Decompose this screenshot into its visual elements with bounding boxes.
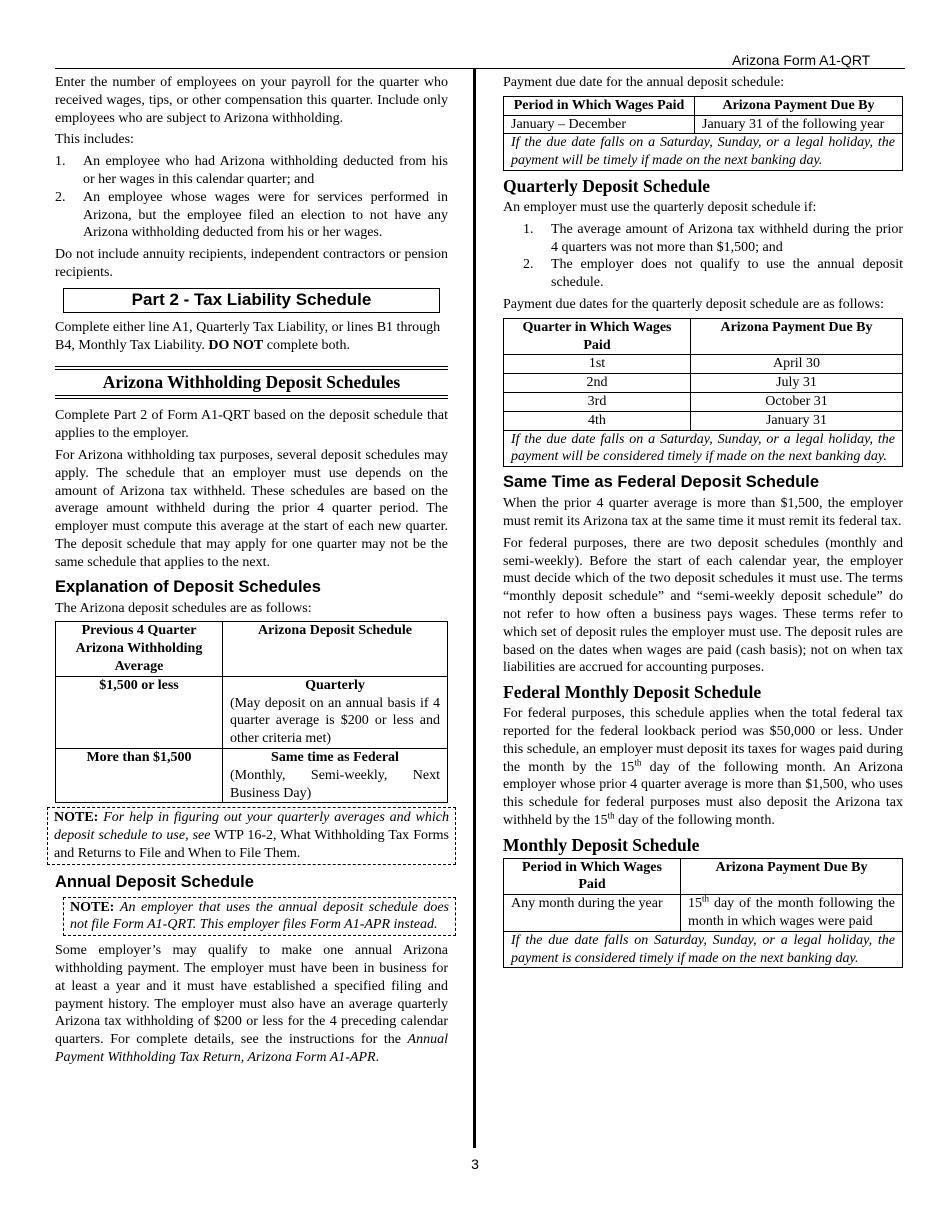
table-header: Period in Which Wages Paid bbox=[504, 96, 695, 115]
list-item bbox=[503, 256, 903, 292]
table-cell: More than $1,500 bbox=[56, 748, 223, 802]
table-cell bbox=[223, 676, 448, 748]
list-text: The average amount of Arizona tax withheld during the prior 4 quarters was not more than $1,500; and bbox=[551, 221, 903, 255]
table-cell: 3rd bbox=[504, 392, 691, 411]
table-cell: January 31 of the following year bbox=[695, 115, 903, 134]
part2-end: complete both. bbox=[266, 337, 350, 353]
fed-monthly-text-b: day of the following month. An Arizona employer whose prior 4 quarter average is more than $1,500, who uses this schedule for federal purposes must also deposit the Arizona tax withheld by the 15 bbox=[503, 759, 904, 828]
table-cell: 2nd bbox=[504, 374, 691, 393]
table-header: Arizona Payment Due By bbox=[695, 96, 903, 115]
explanation-intro: The Arizona deposit schedules are as follows: bbox=[55, 600, 312, 616]
schedule-detail: (May deposit on an annual basis if 4 quarter average is $200 or less and other criteria met) bbox=[230, 695, 440, 747]
table-header: Arizona Deposit Schedule bbox=[223, 622, 448, 676]
list-item bbox=[55, 153, 448, 189]
explanation-heading: Explanation of Deposit Schedules bbox=[55, 577, 321, 596]
annual-paragraph bbox=[55, 942, 448, 1067]
table-row bbox=[504, 411, 903, 430]
table-header: Arizona Payment Due By bbox=[681, 858, 903, 895]
purposes-paragraph: For Arizona withholding tax purposes, several deposit schedules may apply. The schedule that an employer must use depends on the amount of Arizona tax withheld. These schedules are based on the average amount withheld during the prior 4 quarter period. The employer must compute this average at the start of each new quarter. The deposit schedule that may apply for one quarter may not be the same schedule that applies to the next. bbox=[55, 447, 448, 570]
list-text: An employee whose wages were for services performed in Arizona, but the employee filed an election to not have any Arizona withholding deducted from his or her wages. bbox=[83, 189, 448, 241]
list-number: 1. bbox=[523, 221, 534, 237]
table-header: Previous 4 Quarter Arizona Withholding Average bbox=[56, 622, 223, 676]
table-header-row bbox=[504, 318, 903, 355]
quarterly-due-table bbox=[503, 318, 903, 467]
annual-form-reference: Annual Payment Withholding Tax Return, Arizona Form A1-APR bbox=[55, 1032, 448, 1066]
deposit-schedule-table bbox=[55, 621, 448, 803]
table-row bbox=[56, 676, 448, 748]
monthly-due-table bbox=[503, 858, 903, 969]
federal-monthly-heading: Federal Monthly Deposit Schedule bbox=[503, 682, 762, 703]
includes-label: This includes: bbox=[55, 132, 134, 148]
note-italic-text: An employer that uses the annual deposit schedule does not file Form A1-QRT. This employer files Form A1-APR instead. bbox=[70, 899, 449, 933]
column-divider bbox=[473, 68, 476, 1148]
federal-monthly-paragraph bbox=[503, 705, 903, 830]
annual-heading: Annual Deposit Schedule bbox=[55, 872, 254, 891]
list-item bbox=[55, 189, 448, 242]
header-rule bbox=[55, 68, 905, 69]
note-label: NOTE: bbox=[70, 899, 115, 915]
table-cell bbox=[223, 748, 448, 802]
table-note: If the due date falls on Saturday, Sunday, or a legal holiday, the payment is considered timely if made on the next banking day. bbox=[504, 931, 903, 968]
note-italic-text: For help in figuring out your quarterly averages and which deposit schedule to use, see bbox=[54, 810, 449, 844]
table-cell: January – December bbox=[504, 115, 695, 134]
list-text: The employer does not qualify to use the annual deposit schedule. bbox=[551, 257, 903, 291]
monthly-heading: Monthly Deposit Schedule bbox=[503, 834, 700, 855]
annual-text: Some employer’s may qualify to make one annual Arizona withholding payment. The employer must have been in business for at least a year and it must have established a specified filing and payment history. The employer must also have an average quarterly Arizona tax withholding of $200 or less for the 4 preceding calendar quarters. For complete details, see the instructions for the bbox=[55, 943, 448, 1048]
quarterly-intro: An employer must use the quarterly deposit schedule if: bbox=[503, 199, 817, 215]
part2-paragraph bbox=[55, 319, 448, 355]
table-row bbox=[504, 895, 903, 932]
table-row bbox=[504, 355, 903, 374]
superscript: th bbox=[634, 756, 642, 767]
schedule-name: Quarterly bbox=[305, 677, 365, 693]
fed-monthly-text-c: day of the following month. bbox=[618, 812, 775, 828]
same-time-paragraph: When the prior 4 quarter average is more than $1,500, the employer must remit its Arizona tax at the same time it must remit its federal tax. bbox=[503, 496, 903, 529]
quarterly-due-intro: Payment due dates for the quarterly deposit schedule are as follows: bbox=[503, 296, 884, 312]
form-title: Arizona Form A1-QRT bbox=[732, 52, 871, 68]
table-row bbox=[504, 392, 903, 411]
table-cell: April 30 bbox=[691, 355, 903, 374]
note-box-wtp bbox=[47, 807, 456, 864]
note-text: WTP 16-2, What Withholding Tax Forms and Returns to File and When to File Them. bbox=[54, 828, 450, 861]
due-day: 15 bbox=[688, 896, 702, 912]
quarterly-list bbox=[503, 221, 903, 292]
superscript: th bbox=[607, 810, 615, 821]
table-cell: January 31 bbox=[691, 411, 903, 430]
table-note: If the due date falls on a Saturday, Sunday, or a legal holiday, the payment will be considered timely if made on the next banking day. bbox=[504, 430, 903, 467]
due-text: day of the month following the month in which wages were paid bbox=[688, 896, 895, 930]
table-header: Quarter in Which Wages Paid bbox=[504, 318, 691, 355]
table-note-row bbox=[504, 134, 903, 171]
part2-text: Complete either line A1, Quarterly Tax Liability, or lines B1 through B4, Monthly Tax Liability. bbox=[55, 319, 441, 353]
table-cell: 4th bbox=[504, 411, 691, 430]
schedule-detail: (Monthly, Semi-weekly, Next Business Day) bbox=[230, 767, 440, 801]
note-box-annual bbox=[63, 897, 456, 937]
employee-count-paragraph: Enter the number of employees on your payroll for the quarter who received wages, tips, or other compensation this quarter. Include only employees who are subject to Arizona withholding. bbox=[55, 75, 448, 126]
table-cell: July 31 bbox=[691, 374, 903, 393]
table-row bbox=[56, 748, 448, 802]
table-cell: October 31 bbox=[691, 392, 903, 411]
table-note-row bbox=[504, 931, 903, 968]
page-number: 3 bbox=[471, 1156, 479, 1172]
list-text: An employee who had Arizona withholding deducted from his or her wages in this calendar quarter; and bbox=[83, 154, 448, 187]
complete-part2-paragraph: Complete Part 2 of Form A1-QRT based on the deposit schedule that applies to the employer. bbox=[55, 408, 448, 442]
includes-list bbox=[55, 153, 448, 242]
deposit-schedules-heading: Arizona Withholding Deposit Schedules bbox=[55, 366, 448, 399]
table-header-row bbox=[504, 858, 903, 895]
table-row bbox=[504, 115, 903, 134]
federal-paragraph: For federal purposes, there are two deposit schedules (monthly and semi-weekly). Before the start of each calendar year, the employer must decide which of the two deposit schedules it must use. The terms “monthly deposit schedule” and “semi-weekly deposit schedule” do not refer to how often a business pays wages. These terms refer to which set of deposit rules the employer must use. The deposit rules are based on the dates when wages are paid (cash basis); not on when tax liabilities are accrued for accounting purposes. bbox=[503, 535, 903, 676]
part2-heading: Part 2 - Tax Liability Schedule bbox=[63, 288, 440, 313]
table-row bbox=[504, 374, 903, 393]
part2-bold: DO NOT bbox=[208, 337, 264, 353]
table-header-row bbox=[56, 622, 448, 676]
annual-due-intro: Payment due date for the annual deposit schedule: bbox=[503, 75, 785, 90]
exclude-paragraph: Do not include annuity recipients, independent contractors or pension recipients. bbox=[55, 247, 448, 280]
quarterly-heading: Quarterly Deposit Schedule bbox=[503, 175, 711, 196]
same-time-heading: Same Time as Federal Deposit Schedule bbox=[503, 473, 820, 492]
table-cell: 1st bbox=[504, 355, 691, 374]
table-cell bbox=[681, 895, 903, 932]
superscript: th bbox=[702, 893, 710, 904]
table-header: Arizona Payment Due By bbox=[691, 318, 903, 355]
table-cell: Any month during the year bbox=[504, 895, 681, 932]
note-label: NOTE: bbox=[54, 810, 99, 826]
right-column bbox=[503, 74, 903, 972]
fed-monthly-text-a: For federal purposes, this schedule applies when the total federal tax reported for the federal lookback period was $50,000 or less. Under this schedule, an employer must deposit its taxes for wages paid during the month by the 15 bbox=[503, 706, 903, 775]
table-note: If the due date falls on a Saturday, Sunday, or a legal holiday, the payment will be timely if made on the next banking day. bbox=[504, 134, 903, 171]
table-header-row bbox=[504, 96, 903, 115]
list-number: 2. bbox=[523, 257, 534, 273]
left-column bbox=[55, 74, 448, 1071]
table-cell: $1,500 or less bbox=[56, 676, 223, 748]
table-note-row bbox=[504, 430, 903, 467]
annual-due-table bbox=[503, 96, 903, 171]
annual-end: . bbox=[375, 1050, 380, 1066]
schedule-name: Same time as Federal bbox=[271, 749, 399, 765]
table-header: Period in Which Wages Paid bbox=[504, 858, 681, 895]
list-number: 2. bbox=[55, 189, 66, 205]
list-number: 1. bbox=[55, 154, 66, 170]
list-item bbox=[503, 221, 903, 257]
